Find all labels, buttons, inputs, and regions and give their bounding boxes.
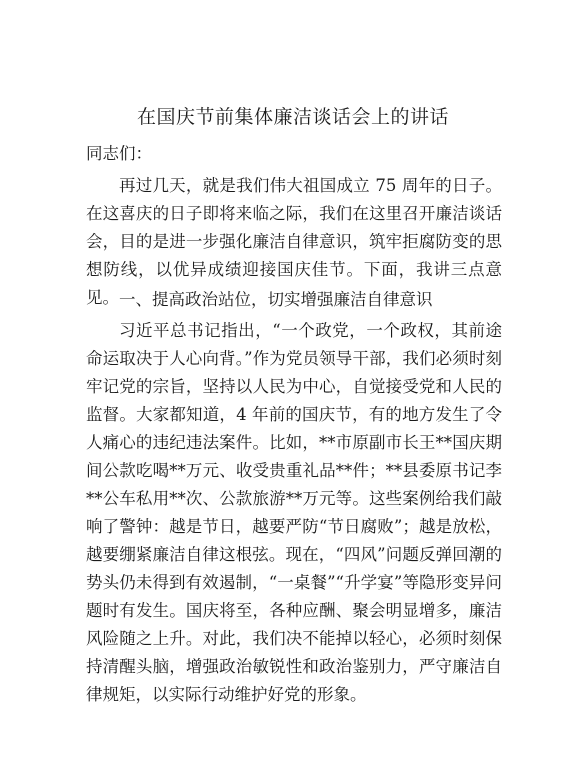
paragraph-intro: 再过几天，就是我们伟大祖国成立 75 周年的日子。在这喜庆的日子即将来临之际，我们在这里召开廉洁谈话会，目的是进一步强化廉洁自律意识，筑牢拒腐防变的思想防线，以优异成绩迎接国庆佳节。下面，我讲三点意见。 (86, 176, 502, 307)
document-title: 在国庆节前集体廉洁谈话会上的讲话 (136, 106, 449, 128)
section-heading-1: 一、提高政治站位，切实增强廉洁自律意识 (119, 290, 433, 309)
paragraph-section-1: 习近平总书记指出，“一个政党，一个政权，其前途命运取决于人心向背。”作为党员领导干部，我们必须时刻牢记党的宗旨，坚持以人民为中心，自觉接受党和人民的监督。大家都知道，4 年前的国庆节，有的地方发生了令人痛心的违纪违法案件。比如，**市原副市长王**国庆期间公款吃喝**万元、收受贵重礼品**件；**县委原书记李**公车私用**次、公款旅游**万元等。这些案例给我们敲响了警钟：越是节日，越要严防“节日腐败”；越是放松，越要绷紧廉洁自律这根弦。现在，“四风”问题反弹回潮的势头仍未得到有效遏制，“一桌餐”“升学宴”等隐形变异问题时有发生。国庆将至，各种应酬、聚会明显增多，廉洁风险随之上升。对此，我们决不能掉以轻心，必须时刻保持清醒头脑，增强政治敏锐性和政治鉴别力，严守廉洁自律规矩，以实际行动维护好党的形象。 (86, 321, 502, 704)
salutation: 同志们： (86, 144, 152, 163)
